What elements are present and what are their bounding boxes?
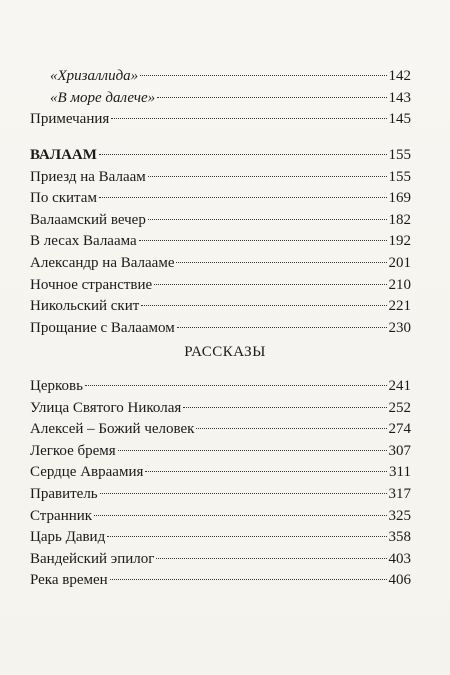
toc-entry-title: Примечания: [30, 111, 110, 128]
toc-entry-title: «Хризаллида»: [50, 68, 139, 84]
dot-leader: [99, 154, 387, 155]
toc-entry-title: Александр на Валааме: [30, 254, 175, 271]
toc-block-stories: [30, 376, 411, 592]
toc-entry-page-number: 403: [388, 550, 411, 567]
section-heading-stories: РАССКАЗЫ: [184, 344, 266, 360]
dot-leader: [157, 97, 386, 98]
toc-entry-page-number: 155: [388, 147, 411, 163]
toc-entry: [30, 167, 411, 189]
dot-leader: [107, 536, 386, 537]
dot-leader: [148, 176, 387, 177]
dot-leader: [145, 471, 387, 472]
toc-entry-page-number: 274: [388, 421, 411, 438]
toc-entry: [30, 275, 411, 297]
dot-leader: [196, 428, 386, 429]
toc-block-notes: [30, 66, 411, 131]
toc-entry: [30, 66, 411, 88]
toc-entry-title: Легкое бремя: [30, 442, 116, 459]
toc-entry-title: Улица Святого Николая: [30, 399, 182, 416]
dot-leader: [110, 579, 387, 580]
toc-entry-page-number: 311: [389, 464, 411, 481]
toc-entry: [30, 441, 411, 463]
toc-entry-title: Сердце Авраамия: [30, 464, 144, 481]
dot-leader: [99, 197, 387, 198]
toc-entry-page-number: 241: [388, 378, 411, 394]
toc-entry-page-number: 210: [388, 276, 411, 293]
toc-entry-page-number: 317: [388, 485, 411, 502]
dot-leader: [176, 262, 386, 263]
dot-leader: [177, 327, 387, 328]
toc-entry: [30, 506, 411, 528]
toc-entry: [30, 398, 411, 420]
toc-entry-page-number: 143: [388, 89, 411, 106]
dot-leader: [100, 493, 387, 494]
toc-entry: [30, 296, 411, 318]
toc-entry: [30, 253, 411, 275]
toc-entry-title: Церковь: [30, 378, 83, 394]
dot-leader: [139, 240, 387, 241]
toc-entry: [30, 419, 411, 441]
dot-leader: [118, 450, 387, 451]
dot-leader: [94, 515, 386, 516]
toc-entry-title: Река времен: [30, 572, 108, 589]
toc-entry: [30, 210, 411, 232]
toc-entry: [30, 188, 411, 210]
toc-entry: [30, 88, 411, 110]
toc-entry-page-number: 325: [388, 507, 411, 524]
toc-entry-page-number: 169: [388, 190, 411, 207]
toc-entry-title: Правитель: [30, 485, 98, 502]
toc-entry-title: «В море далече»: [50, 89, 156, 106]
dot-leader: [148, 219, 387, 220]
toc-entry-title: По скитам: [30, 190, 97, 207]
toc-entry-page-number: 307: [388, 442, 411, 459]
toc-entry-page-number: 142: [388, 68, 411, 84]
toc-entry: [30, 376, 411, 398]
dot-leader: [85, 385, 387, 386]
toc-entry: [30, 318, 411, 340]
toc-entry-title: Ночное странствие: [30, 276, 153, 293]
toc-entry-title: ВАЛААМ: [30, 147, 97, 163]
toc-entry-title: Царь Давид: [30, 529, 106, 546]
toc-entry-page-number: 192: [388, 233, 411, 250]
toc-entry: [30, 484, 411, 506]
toc-entry-page-number: 252: [388, 399, 411, 416]
dot-leader: [141, 305, 386, 306]
toc-entry: [30, 549, 411, 571]
toc-entry: [30, 145, 411, 167]
toc-entry-page-number: 155: [388, 168, 411, 185]
toc-entry-page-number: 221: [388, 298, 411, 315]
toc-entry-page-number: 201: [388, 254, 411, 271]
toc-entry-page-number: 358: [388, 529, 411, 546]
toc-entry-title: Прощание с Валаамом: [30, 319, 175, 336]
toc-entry: [30, 570, 411, 592]
toc-entry-title: В лесах Валаама: [30, 233, 137, 250]
toc-entry-title: Странник: [30, 507, 93, 524]
toc-entry-title: Приезд на Валаам: [30, 168, 146, 185]
toc-entry: [30, 527, 411, 549]
dot-leader: [156, 558, 386, 559]
toc-entry: [30, 231, 411, 253]
toc-entry-page-number: 182: [388, 211, 411, 228]
dot-leader: [111, 118, 386, 119]
dot-leader: [154, 284, 386, 285]
toc-entry: [30, 109, 411, 131]
toc-entry-title: Никольский скит: [30, 298, 140, 315]
toc-entry-page-number: 145: [388, 111, 411, 128]
toc-entry-title: Вандейский эпилог: [30, 550, 155, 567]
toc-entry-page-number: 406: [388, 572, 411, 589]
dot-leader: [183, 407, 386, 408]
toc-entry-title: Алексей – Божий человек: [30, 421, 195, 438]
dot-leader: [140, 75, 386, 76]
toc-block-valaam: [30, 145, 411, 339]
toc-entry-title: Валаамский вечер: [30, 211, 146, 228]
toc-entry: [30, 462, 411, 484]
toc-entry-page-number: 230: [388, 319, 411, 336]
